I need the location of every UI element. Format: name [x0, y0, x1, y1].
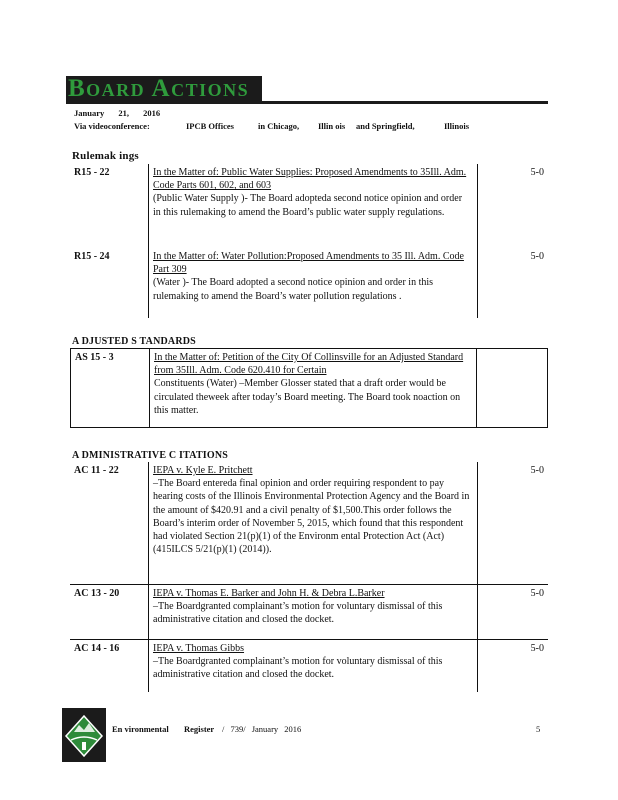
table-row: [71, 349, 548, 428]
docket-id: R15 - 22: [74, 167, 110, 178]
footer-publication: En vironmental: [112, 724, 169, 734]
via-part: Illin ois: [318, 121, 346, 131]
vote: [477, 349, 548, 428]
table-row: [70, 640, 548, 693]
docket-id: AS 15 - 3: [75, 352, 114, 363]
row-body: [149, 164, 478, 248]
docket-id: R15 - 24: [74, 251, 110, 262]
ipcb-logo-icon: [62, 708, 106, 762]
section-heading-adjusted-standards: A DJUSTED S TANDARDS: [72, 336, 196, 347]
vote: 5-0: [478, 248, 549, 318]
row-body: [150, 349, 477, 428]
banner-title: Board Actions: [68, 76, 250, 101]
row-body: [149, 462, 478, 585]
case-description: –The Board entereda final opinion and order requiring respondent to pay hearing costs of the Illinois Environmental Protection Agency and the Board in the amount of $420.91 and a civil penalty of $1,500.This order follows the Board’s interim order of November 5, 2015, which found that this respondent had violated Section 21(p)(1) of the Environm ental Protection Act (Act) (415ILCS 5/21(p)(1) (2014)).: [153, 478, 470, 556]
row-body: [149, 585, 478, 640]
administrative-citations-table: [70, 462, 548, 692]
footer-issue: / 739/ January 2016: [222, 724, 302, 734]
table-row: [70, 248, 548, 318]
case-description: –The Boardgranted complainant’s motion for voluntary dismissal of this administrative citation and closed the docket.: [153, 656, 443, 681]
section-heading-administrative-citations: A DMINISTRATIVE C ITATIONS: [72, 450, 229, 461]
case-title: In the Matter of: Water Pollution:Proposed Amendments to 35 Ill. Adm. Code Part 309: [153, 251, 464, 276]
docket-id: AC 13 - 20: [70, 585, 149, 640]
table-row: [70, 164, 548, 248]
vote: 5-0: [478, 462, 549, 585]
via-label: Via videoconference:: [74, 121, 150, 131]
page-number: 5: [536, 724, 541, 734]
via-part: IPCB Offices: [186, 121, 234, 131]
docket-id: AC 11 - 22: [74, 465, 119, 476]
case-description: –The Boardgranted complainant’s motion for voluntary dismissal of this administrative citation and closed the docket.: [153, 601, 443, 626]
ipcb-logo: [62, 708, 106, 762]
section-heading-rulemakings: Rulemak ings: [72, 150, 139, 162]
case-title: In the Matter of: Petition of the City Of Collinsville for an Adjusted Standard from 35Ill. Adm. Code 620.410 for Certain: [154, 352, 464, 377]
case-title: IEPA v. Thomas Gibbs: [153, 643, 245, 654]
rulemakings-table: [70, 164, 548, 318]
row-body: [149, 248, 478, 318]
case-title: IEPA v. Kyle E. Pritchett: [153, 465, 253, 476]
vote: 5-0: [478, 164, 549, 248]
banner-rule: [66, 101, 548, 104]
case-title: IEPA v. Thomas E. Barker and John H. & Debra L.Barker: [153, 588, 385, 599]
case-title: In the Matter of: Public Water Supplies: Proposed Amendments to 35Ill. Adm. Code Parts 601, 602, and 603: [153, 167, 467, 192]
docket-id: AC 14 - 16: [70, 640, 149, 693]
case-description: Constituents (Water) –Member Glosser stated that a draft order would be circulated theweek after today’s Board meeting. The Board took noaction on this matter.: [154, 378, 461, 416]
table-row: [70, 462, 548, 585]
row-body: [149, 640, 478, 693]
vote: 5-0: [478, 640, 549, 693]
meeting-date: January 21, 2016: [74, 108, 161, 118]
table-row: [70, 585, 548, 640]
via-part: Illinois: [444, 121, 470, 131]
via-part: and Springfield,: [356, 121, 415, 131]
vote: 5-0: [478, 585, 549, 640]
footer-register: Register: [184, 724, 215, 734]
via-part: in Chicago,: [258, 121, 300, 131]
adjusted-standards-table: [70, 348, 548, 428]
board-actions-banner: [66, 76, 262, 101]
case-description: (Public Water Supply )- The Board adopteda second notice opinion and order in this rulemaking to amend the Board’s public water supply regulations.: [153, 193, 463, 218]
case-description: (Water )- The Board adopted a second notice opinion and order in this rulemaking to amend the Board’s water pollution regulations .: [153, 277, 434, 302]
